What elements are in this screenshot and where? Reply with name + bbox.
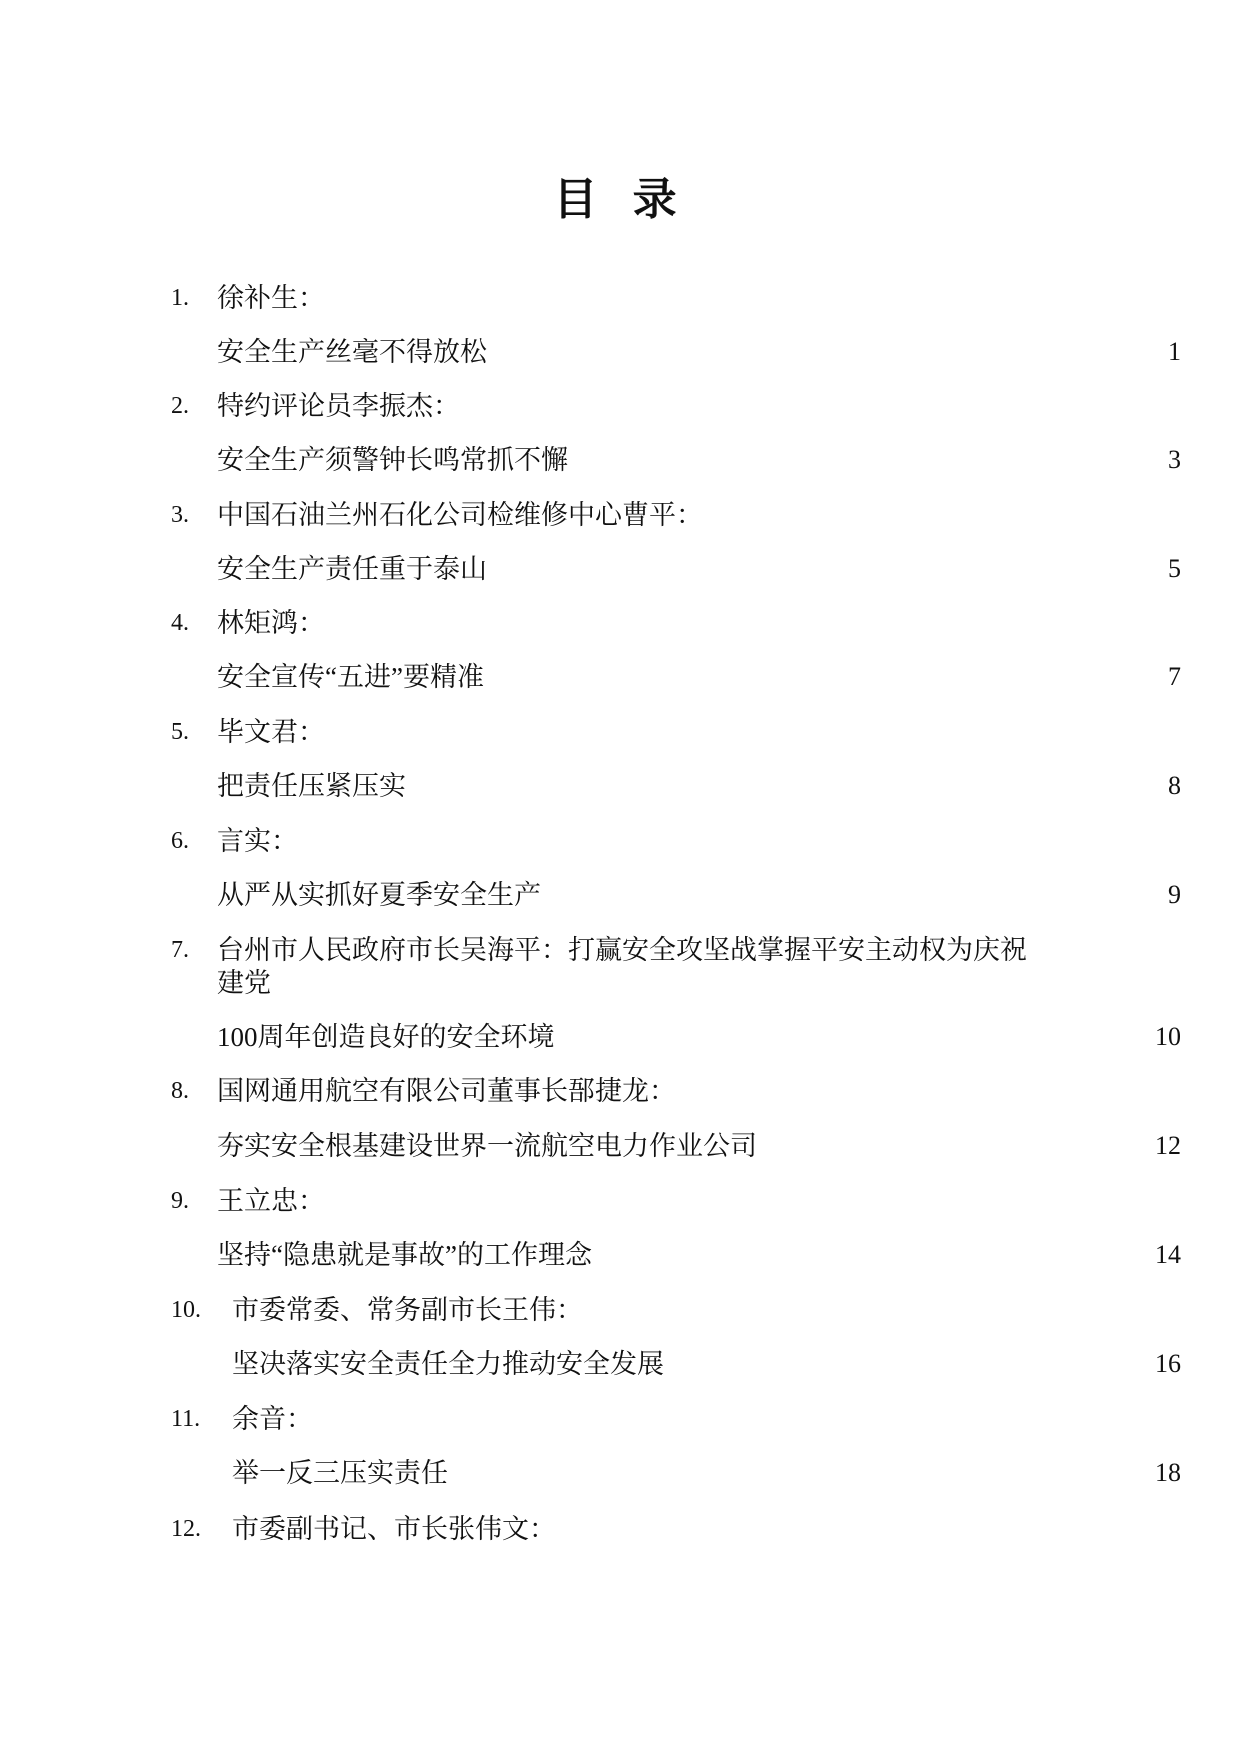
entry-number: 7. [171,937,189,963]
entry-number: 8. [171,1078,189,1104]
entry-page-number: 8 [1168,771,1181,800]
entry-number: 6. [171,828,189,854]
entry-number: 3. [171,502,189,528]
entry-page-number: 7 [1168,662,1181,691]
entry-page-number: 10 [1155,1022,1181,1051]
entry-author: 特约评论员李振杰： [217,391,460,421]
entry-title: 安全生产须警钟长鸣常抓不懈 [217,445,568,475]
entry-title: 举一反三压实责任 [232,1458,448,1488]
entry-number: 1. [171,285,189,311]
entry-number: 4. [171,610,189,636]
entry-title: 夯实安全根基建设世界一流航空电力作业公司 [217,1131,757,1161]
entry-page-number: 14 [1155,1240,1181,1269]
entry-number: 5. [171,719,189,745]
entry-page-number: 9 [1168,880,1181,909]
entry-page-number: 16 [1155,1349,1181,1378]
entry-author: 市委常委、常务副市长王伟： [232,1295,583,1325]
entry-title: 安全宣传“五进”要精准 [217,662,484,692]
entry-author: 中国石油兰州石化公司检维修中心曹平： [217,500,703,530]
entry-page-number: 12 [1155,1131,1181,1160]
entry-author-continued: 建党 [217,968,271,998]
entry-page-number: 5 [1168,554,1181,583]
entry-title: 安全生产责任重于泰山 [217,554,487,584]
entry-title: 从严从实抓好夏季安全生产 [217,880,541,910]
entry-title: 把责任压紧压实 [217,771,406,801]
entry-author: 国网通用航空有限公司董事长郚捷龙： [217,1076,676,1106]
entry-page-number: 1 [1168,337,1181,366]
entry-title: 坚持“隐患就是事故”的工作理念 [217,1240,592,1270]
entry-number: 9. [171,1188,189,1214]
entry-number: 12. [171,1516,201,1542]
entry-page-number: 18 [1155,1458,1181,1487]
entry-author: 言实： [217,826,298,856]
entry-title: 安全生产丝毫不得放松 [217,337,487,367]
entry-author: 王立忠： [217,1186,325,1216]
entry-author: 徐补生： [217,283,325,313]
entry-author: 台州市人民政府市长吴海平：打赢安全攻坚战掌握平安主动权为庆祝 [217,935,1027,965]
entry-number: 11. [171,1406,201,1432]
entry-title: 100周年创造良好的安全环境 [217,1022,555,1052]
entry-author: 市委副书记、市长张伟文： [232,1514,556,1544]
page-title: 目 录 [553,174,687,225]
entry-author: 毕文君： [217,717,325,747]
entry-title: 坚决落实安全责任全力推动安全发展 [232,1349,664,1379]
entry-page-number: 3 [1168,445,1181,474]
entry-number: 2. [171,393,189,419]
entry-author: 余音： [232,1404,313,1434]
entry-author: 林矩鸿： [217,608,325,638]
entry-number: 10. [171,1297,201,1323]
